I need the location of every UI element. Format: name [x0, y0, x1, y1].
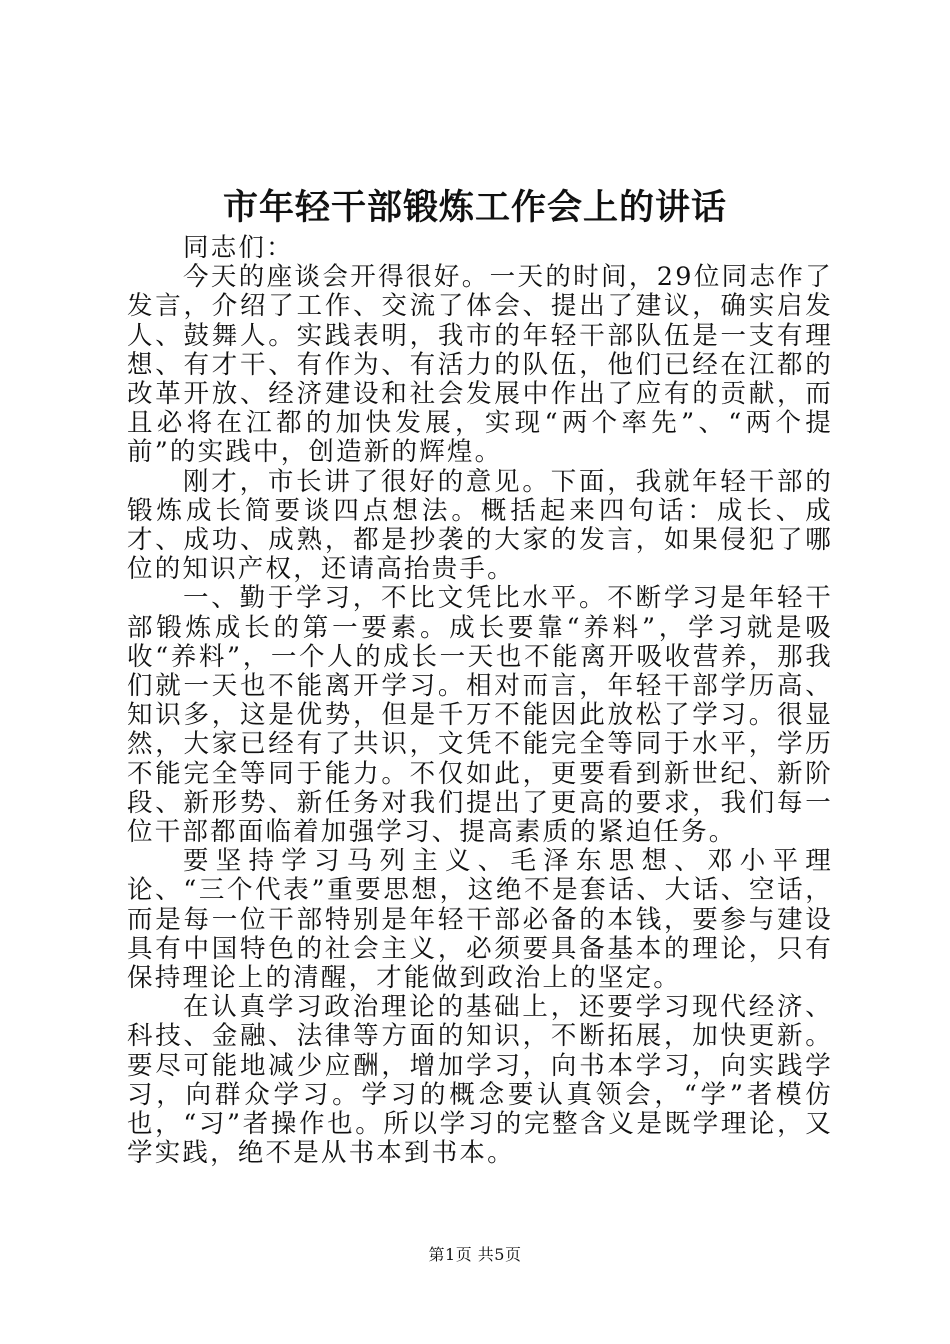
body-paragraph: 在认真学习政治理论的基础上，还要学习现代经济、科技、金融、法律等方面的知识，不断拓展，加快更新。要尽可能地减少应酬，增加学习，向书本学习，向实践学习，向群众学习。学习的概念要认真领会，“学”者模仿也，“习”者操作也。所以学习的完整含义是既学理论，又学实践，绝不是从书本到书本。	[127, 992, 833, 1169]
body-paragraph: 今天的座谈会开得很好。一天的时间，29位同志作了发言，介绍了工作、交流了体会、提出了建议，确实启发人、鼓舞人。实践表明，我市的年轻干部队伍是一支有理想、有才干、有作为、有活力的队伍，他们已经在江都的改革开放、经济建设和社会发展中作出了应有的贡献，而且必将在江都的加快发展，实现“两个率先”、“两个提前”的实践中，创造新的辉煌。	[127, 262, 833, 468]
page-number-footer: 第1页 共5页	[428, 1245, 522, 1264]
body-paragraph: 要坚持学习马列主义、毛泽东思想、邓小平理论、“三个代表”重要思想，这绝不是套话、大话、空话，而是每一位干部特别是年轻干部必备的本钱，要参与建设具有中国特色的社会主义，必须要具备基本的理论，只有保持理论上的清醒，才能做到政治上的坚定。	[127, 846, 833, 994]
body-paragraph: 刚才，市长讲了很好的意见。下面，我就年轻干部的锻炼成长简要谈四点想法。概括起来四句话：成长、成才、成功、成熟，都是抄袭的大家的发言，如果侵犯了哪位的知识产权，还请高抬贵手。	[127, 466, 833, 585]
document-body	[127, 234, 833, 1169]
salutation-paragraph: 同志们：	[183, 233, 294, 263]
document-title: 市年轻干部锻炼工作会上的讲话	[222, 187, 727, 228]
body-paragraph: 一、勤于学习，不比文凭比水平。不断学习是年轻干部锻炼成长的第一要素。成长要靠“养料”，学习就是吸收“养料”，一个人的成长一天也不能离开吸收营养，那我们就一天也不能离开学习。相对而言，年轻干部学历高、知识多，这是优势，但是千万不能因此放松了学习。很显然，大家已经有了共识，文凭不能完全等同于水平，学历不能完全等同于能力。不仅如此，更要看到新世纪、新阶段、新形势、新任务对我们提出了更高的要求，我们每一位干部都面临着加强学习、提高素质的紧迫任务。	[127, 583, 833, 848]
